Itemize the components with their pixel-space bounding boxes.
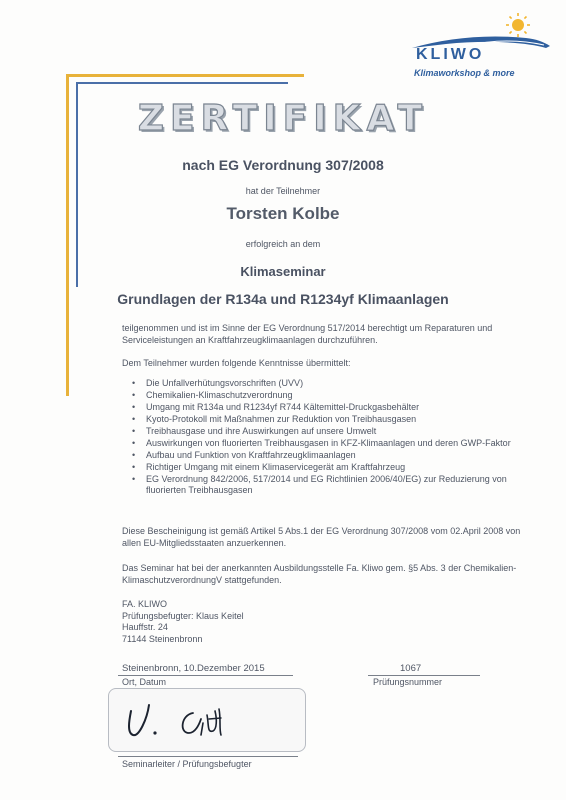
place-date-line [118, 675, 293, 676]
participant-name: Torsten Kolbe [226, 204, 340, 223]
exam-number-label: Prüfungsnummer [373, 677, 443, 687]
seminar-title: Grundlagen der R134a und R1234yf Klimaanlagen [117, 291, 449, 307]
bullet-icon: • [132, 438, 136, 448]
signature-line [118, 756, 298, 757]
list-item: • Kyoto-Protokoll mit Maßnahmen zur Reduktion von Treibhausgasen [132, 414, 417, 424]
bullet-icon: • [132, 378, 136, 388]
list-item: • Treibhausgase und ihre Auswirkungen auf unsere Umwelt [132, 426, 377, 436]
logo-name: KLIWO [416, 46, 485, 63]
recognition-paragraph: Diese Bescheinigung ist gemäß Artikel 5 Abs.1 der EG Verordnung 307/2008 vom 02.April 2008 von allen EU-Mitgliedsstaaten anzuerkennen. [122, 526, 521, 548]
issuer-address [122, 599, 244, 645]
list-item: • Die Unfallverhütungsvorschriften (UVV) [132, 378, 304, 388]
company-name: FA. KLIWO [122, 599, 168, 609]
exam-number-value: 1067 [400, 663, 422, 674]
seminar-type: Klimaseminar [240, 264, 326, 279]
result-text: erfolgreich an dem [245, 239, 321, 249]
signature-box [108, 688, 306, 752]
list-item: • Richtiger Umgang mit einem Klimaservicegerät am Kraftfahrzeug [132, 462, 406, 472]
logo-tagline: Klimaworkshop & more [414, 68, 515, 78]
list-item: • Auswirkungen von fluorierten Treibhausgasen in KFZ-Klimaanlagen und deren GWP-Faktor [132, 438, 511, 448]
list-item: • Aufbau und Funktion von Kraftfahrzeugklimaanlagen [132, 450, 356, 460]
examiner-name: Prüfungsbefugter: Klaus Keitel [122, 610, 244, 621]
bullet-icon: • [132, 426, 136, 436]
frame-line-blue-top [76, 82, 288, 84]
bullet-icon: • [132, 450, 136, 460]
list-item: • Umgang mit R134a und R1234yf R744 Kältemittel-Druckgasbehälter [132, 402, 420, 412]
city: 71144 Steinenbronn [122, 633, 203, 644]
place-date-value: Steinenbronn, 10.Dezember 2015 [122, 663, 265, 674]
street: Hauffstr. 24 [122, 622, 168, 632]
regulation-heading: nach EG Verordnung 307/2008 [182, 157, 384, 173]
exam-number-line [368, 675, 480, 676]
list-item: • Chemikalien-Klimaschutzverordnung [132, 390, 293, 400]
knowledge-list [132, 378, 522, 497]
bullet-icon: • [132, 474, 136, 484]
handwritten-signature [109, 689, 305, 751]
location-paragraph: Das Seminar hat bei der anerkannten Ausbildungsstelle Fa. Kliwo gem. §5 Abs. 3 der Chemikalien-KlimaschutzverordnungV stattgefunden. [122, 563, 517, 585]
certificate-title: ZERTIFIKAT [137, 98, 429, 139]
place-date-label: Ort, Datum [122, 677, 167, 687]
bullet-icon: • [132, 462, 136, 472]
knowledge-intro: Dem Teilnehmer wurden folgende Kenntnisse übermittelt: [122, 358, 351, 368]
bullet-icon: • [132, 414, 136, 424]
bullet-icon: • [132, 402, 136, 412]
participation-paragraph: teilgenommen und ist im Sinne der EG Verordnung 517/2014 berechtigt um Reparaturen und Serviceleistungen an Kraftfahrzeugklimaanlagen durchzuführen. [122, 323, 493, 345]
signature-label: Seminarleiter / Prüfungsbefugter [122, 759, 252, 769]
list-item: • EG Verordnung 842/2006, 517/2014 und EG Richtlinien 2006/40/EG) zur Reduzierung von fluorierten Treibhausgasen [132, 474, 507, 495]
intro-text: hat der Teilnehmer [245, 186, 321, 196]
frame-line-top [66, 74, 304, 77]
kliwo-logo [406, 12, 556, 78]
bullet-icon: • [132, 390, 136, 400]
